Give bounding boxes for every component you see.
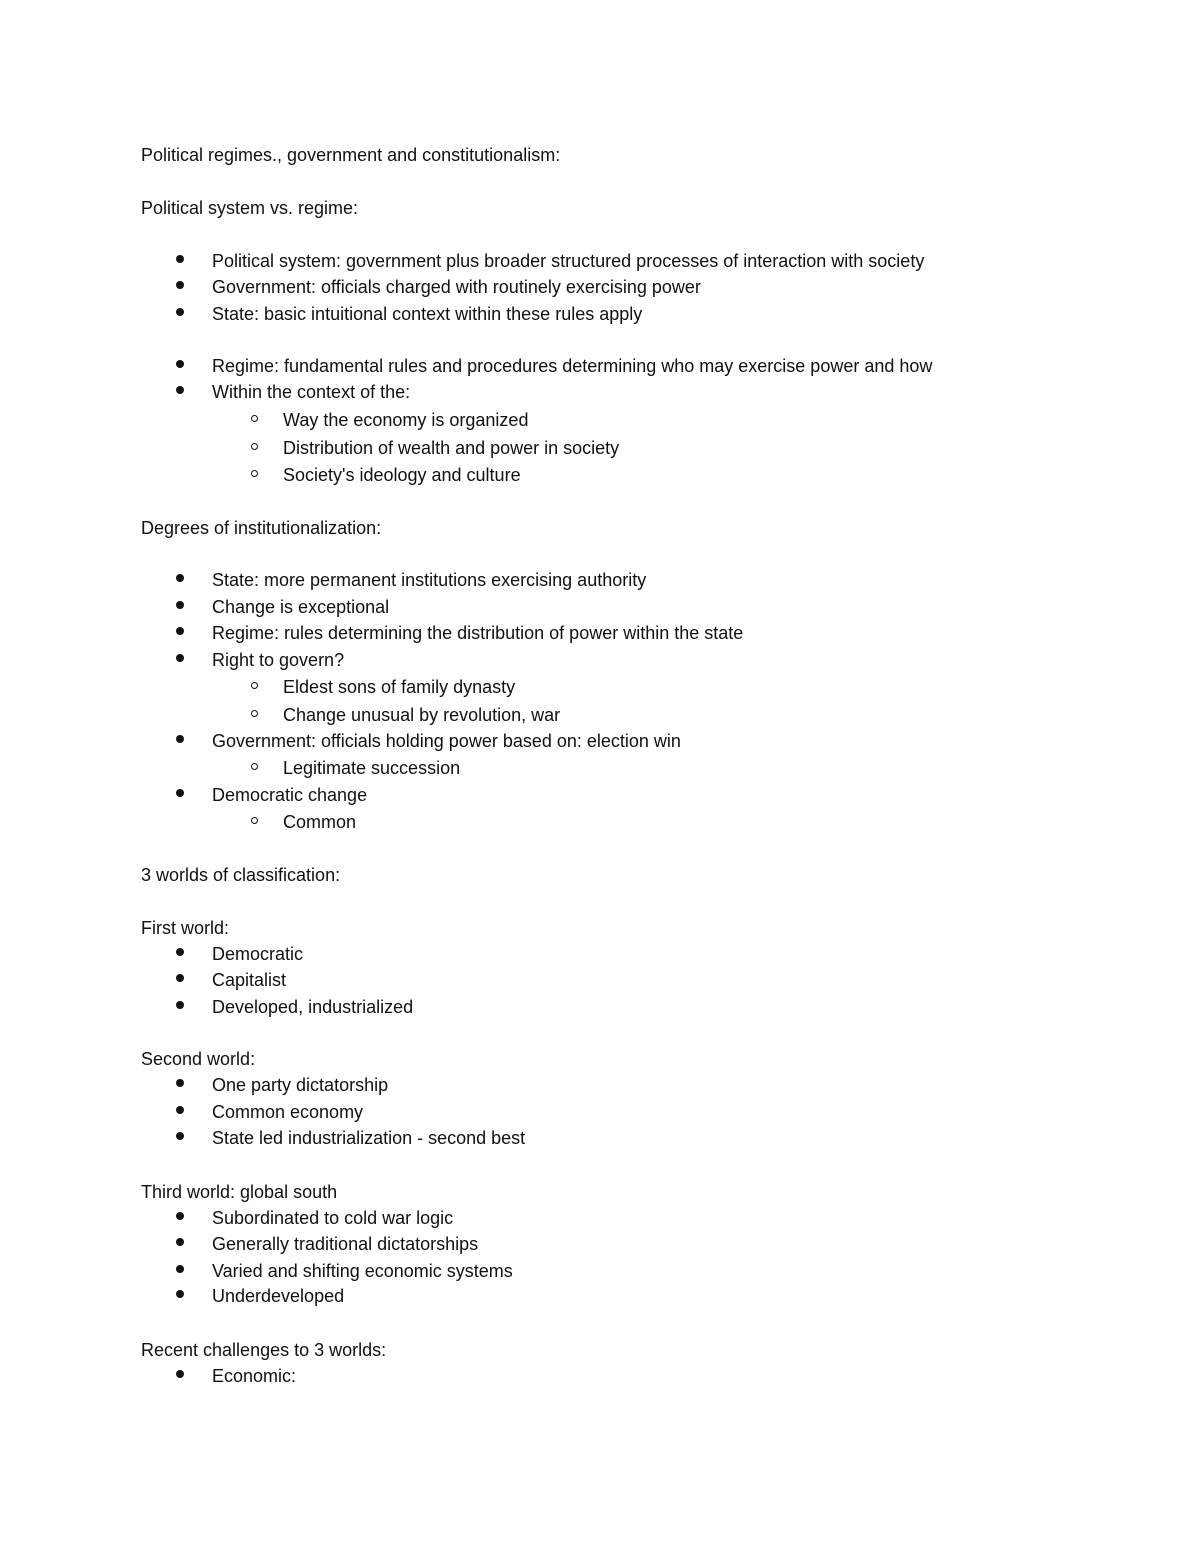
list-item: Democratic xyxy=(212,944,304,964)
list-item: Regime: rules determining the distribution of power within the state xyxy=(212,623,744,643)
sub-list-item: Way the economy is organized xyxy=(283,410,529,430)
bullet-dot-icon xyxy=(176,360,184,368)
bullet-dot-icon xyxy=(176,735,184,743)
list-item: Capitalist xyxy=(212,970,287,990)
sub-list-item: Legitimate succession xyxy=(283,758,461,778)
bullet-dot-icon xyxy=(176,1370,184,1378)
list-item: Government: officials holding power based on: election win xyxy=(212,731,681,751)
subheading-first-world: First world: xyxy=(141,918,230,938)
list-item: Regime: fundamental rules and procedures determining who may exercise power and how xyxy=(212,356,933,376)
list-item: Underdeveloped xyxy=(212,1286,345,1306)
list-item: Generally traditional dictatorships xyxy=(212,1234,479,1254)
bullet-dot-icon xyxy=(176,974,184,982)
list-item: State: basic intuitional context within these rules apply xyxy=(212,304,643,324)
list-item: One party dictatorship xyxy=(212,1075,389,1095)
list-item: Economic: xyxy=(212,1366,297,1386)
bullet-dot-icon xyxy=(176,1079,184,1087)
list-item: Democratic change xyxy=(212,785,368,805)
bullet-dot-icon xyxy=(176,1212,184,1220)
bullet-dot-icon xyxy=(176,1106,184,1114)
bullet-dot-icon xyxy=(176,1265,184,1273)
bullet-dot-icon xyxy=(176,789,184,797)
sub-list-item: Change unusual by revolution, war xyxy=(283,705,561,725)
list-item: Government: officials charged with routinely exercising power xyxy=(212,277,701,297)
sub-bullet-circle-icon xyxy=(251,682,258,689)
sub-bullet-circle-icon xyxy=(251,415,258,422)
sub-bullet-circle-icon xyxy=(251,817,258,824)
list-item: Common economy xyxy=(212,1102,364,1122)
sub-list-item: Common xyxy=(283,812,357,832)
list-item: Subordinated to cold war logic xyxy=(212,1208,454,1228)
bullet-dot-icon xyxy=(176,255,184,263)
section-heading-recent-challenges: Recent challenges to 3 worlds: xyxy=(141,1340,387,1360)
sub-list-item: Eldest sons of family dynasty xyxy=(283,677,516,697)
sub-bullet-circle-icon xyxy=(251,763,258,770)
bullet-dot-icon xyxy=(176,948,184,956)
bullet-dot-icon xyxy=(176,386,184,394)
bullet-dot-icon xyxy=(176,601,184,609)
subheading-third-world: Third world: global south xyxy=(141,1182,338,1202)
sub-bullet-circle-icon xyxy=(251,710,258,717)
list-item: State: more permanent institutions exercising authority xyxy=(212,570,647,590)
sub-bullet-circle-icon xyxy=(251,443,258,450)
bullet-dot-icon xyxy=(176,281,184,289)
sub-bullet-circle-icon xyxy=(251,470,258,477)
sub-list-item: Distribution of wealth and power in society xyxy=(283,438,620,458)
bullet-dot-icon xyxy=(176,1290,184,1298)
subheading-second-world: Second world: xyxy=(141,1049,256,1069)
bullet-dot-icon xyxy=(176,627,184,635)
bullet-dot-icon xyxy=(176,1001,184,1009)
list-item: Developed, industrialized xyxy=(212,997,414,1017)
section-heading-institutionalization: Degrees of institutionalization: xyxy=(141,518,382,538)
list-item: Varied and shifting economic systems xyxy=(212,1261,513,1281)
bullet-dot-icon xyxy=(176,1238,184,1246)
sub-list-item: Society's ideology and culture xyxy=(283,465,521,485)
bullet-dot-icon xyxy=(176,308,184,316)
bullet-dot-icon xyxy=(176,654,184,662)
section-heading-three-worlds: 3 worlds of classification: xyxy=(141,865,341,885)
list-item: Within the context of the: xyxy=(212,382,411,402)
section-heading-political-system: Political system vs. regime: xyxy=(141,198,359,218)
bullet-dot-icon xyxy=(176,1132,184,1140)
page-title: Political regimes., government and constitutionalism: xyxy=(141,145,561,165)
list-item: Change is exceptional xyxy=(212,597,390,617)
list-item: Right to govern? xyxy=(212,650,345,670)
list-item: State led industrialization - second best xyxy=(212,1128,526,1148)
list-item: Political system: government plus broader structured processes of interaction with society xyxy=(212,251,925,271)
bullet-dot-icon xyxy=(176,574,184,582)
